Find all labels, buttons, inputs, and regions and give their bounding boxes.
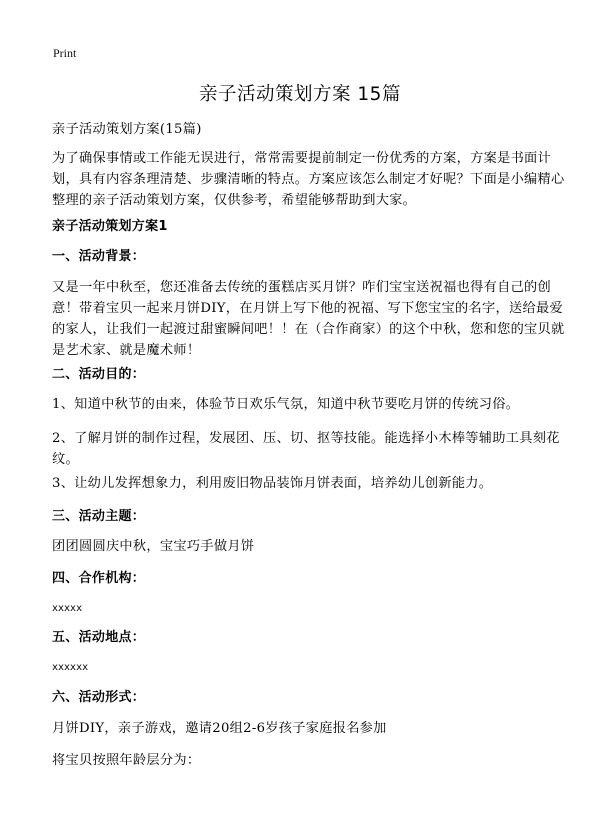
- purpose-item-3: 3、让幼儿发挥想象力，利用废旧物品装饰月饼表面，培养幼儿创新能力。: [52, 476, 493, 491]
- document-title: 亲子活动策划方案 15篇: [199, 84, 401, 105]
- section-heading-purpose: 二、活动目的：: [52, 367, 146, 382]
- location-text: xxxxxx: [52, 662, 89, 673]
- section-heading-partner: 四、合作机构：: [52, 571, 146, 586]
- partner-text: xxxxx: [52, 603, 83, 614]
- purpose-item-2: 2、了解月饼的制作过程，发展团、压、切、抠等技能。能选择小木棒等辅助工具刻花纹。: [52, 431, 560, 467]
- print-label[interactable]: Print: [53, 46, 77, 60]
- document-subtitle: 亲子活动策划方案(15篇): [52, 122, 202, 137]
- format-text: 月饼DIY，亲子游戏，邀请20组2-6岁孩子家庭报名参加: [52, 721, 387, 736]
- section-heading-theme: 三、活动主题：: [52, 509, 146, 524]
- intro-paragraph: 为了确保事情或工作能无误进行，常常需要提前制定一份优秀的方案，方案是书面计划，具有内容条理清楚、步骤清晰的特点。方案应该怎么制定才好呢？下面是小编精心整理的亲子活动策划方案，仅供参考，希望能够帮助到大家。: [52, 151, 565, 208]
- section-heading-location: 五、活动地点：: [52, 630, 146, 645]
- background-paragraph: 又是一年中秋至，您还准备去传统的蛋糕店买月饼？咋们宝宝送祝福也得有自己的创意！带着宝贝一起来月饼DIY，在月饼上写下他的祝福、写下您宝宝的名字，送给最爱的家人，让我们一起渡过甜蜜瞬间吧！！在（合作商家）的这个中秋，您和您的宝贝就是艺术家、就是魔术师！: [52, 280, 565, 358]
- section-heading-format: 六、活动形式：: [52, 690, 146, 705]
- plan-heading: 亲子活动策划方案1: [52, 219, 168, 234]
- theme-text: 团团圆圆庆中秋，宝宝巧手做月饼: [52, 539, 255, 554]
- section-heading-background: 一、活动背景：: [52, 249, 146, 264]
- purpose-item-1: 1、知道中秋节的由来，体验节日欢乐气氛，知道中秋节要吃月饼的传统习俗。: [52, 397, 520, 412]
- format-extra-text: 将宝贝按照年龄层分为：: [52, 753, 201, 768]
